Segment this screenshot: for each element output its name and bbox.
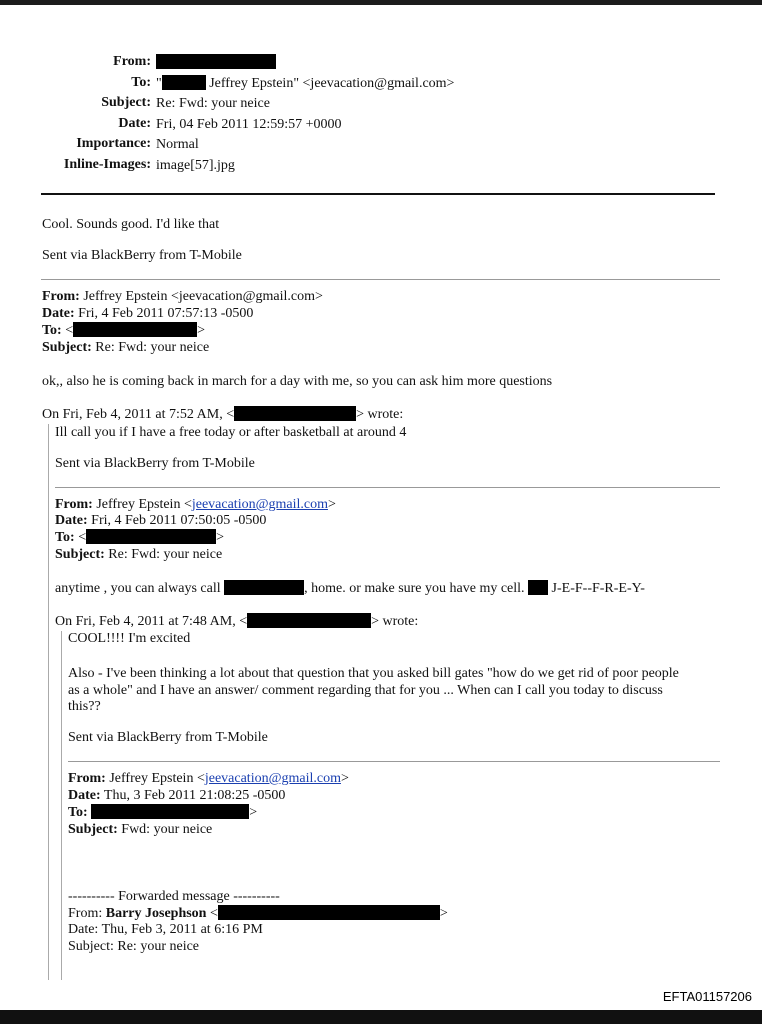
redaction-block	[91, 804, 249, 819]
msg3-quote-para-line1: Also - I've been thinking a lot about that question that you asked bill gates "how do we get rid of poor people	[68, 666, 679, 681]
msg3-body: anytime , you can always call , home. or make sure you have my cell. J-E-F--F-R-E-Y-	[55, 581, 645, 596]
msg1-body: Cool. Sounds good. I'd like that	[42, 217, 220, 232]
header-subject-label: Subject:	[101, 95, 151, 110]
msg4-subject: Subject: Fwd: your neice	[68, 822, 213, 837]
msg2-wrote-line: On Fri, Feb 4, 2011 at 7:52 AM, < > wrote:	[42, 407, 404, 422]
msg2-date: Date: Fri, 4 Feb 2011 07:57:13 -0500	[42, 306, 254, 321]
quote-bar-1	[48, 424, 49, 980]
msg2-signature: Sent via BlackBerry from T-Mobile	[55, 456, 255, 471]
redaction-block	[73, 322, 197, 337]
header-from-value	[156, 54, 276, 71]
header-date-value: Fri, 04 Feb 2011 12:59:57 +0000	[156, 117, 342, 132]
msg3-signature: Sent via BlackBerry from T-Mobile	[68, 730, 268, 745]
header-divider	[41, 193, 715, 195]
msg4-from: From: Jeffrey Epstein <jeevacation@gmail.com>	[68, 771, 349, 786]
msg2-divider	[41, 279, 720, 280]
redaction-block	[247, 613, 371, 628]
header-to-value: " Jeffrey Epstein" <jeevacation@gmail.com>	[156, 76, 455, 91]
msg2-subject: Subject: Re: Fwd: your neice	[42, 340, 210, 355]
msg4-divider	[68, 761, 720, 762]
redaction-block	[156, 54, 276, 69]
msg4-date: Date: Thu, 3 Feb 2011 21:08:25 -0500	[68, 788, 286, 803]
msg3-date: Date: Fri, 4 Feb 2011 07:50:05 -0500	[55, 513, 267, 528]
header-from-label: From:	[113, 54, 151, 69]
header-date-label: Date:	[118, 116, 151, 131]
redaction-block	[162, 75, 206, 90]
fwd-subject: Subject: Re: your neice	[68, 939, 200, 954]
msg3-quote-line1: COOL!!!! I'm excited	[68, 631, 191, 646]
msg2-body: ok,, also he is coming back in march for a day with me, so you can ask him more questions	[42, 374, 553, 389]
redaction-block	[528, 580, 548, 595]
header-importance-value: Normal	[156, 137, 199, 152]
header-to-label: To:	[131, 75, 151, 90]
document-identifier: EFTA01157206	[662, 989, 752, 1004]
quote-bar-2	[61, 631, 62, 980]
bottom-border	[0, 1010, 762, 1024]
msg3-quote-para-line2: as a whole" and I have an answer/ comment regarding that for you ... When can I call you today to discuss	[68, 683, 663, 698]
msg3-email-link[interactable]: jeevacation@gmail.com	[191, 497, 328, 512]
fwd-date: Date: Thu, Feb 3, 2011 at 6:16 PM	[68, 922, 263, 937]
msg2-from: From: Jeffrey Epstein <jeevacation@gmail.com>	[42, 289, 323, 304]
redaction-block	[218, 905, 440, 920]
msg3-from: From: Jeffrey Epstein <jeevacation@gmail.com>	[55, 497, 336, 512]
redaction-block	[86, 529, 216, 544]
msg4-to: To: >	[68, 805, 258, 820]
msg1-signature: Sent via BlackBerry from T-Mobile	[42, 248, 242, 263]
header-inline-images-value: image[57].jpg	[156, 158, 235, 173]
msg2-quote: Ill call you if I have a free today or after basketball at around 4	[55, 425, 407, 440]
msg3-subject: Subject: Re: Fwd: your neice	[55, 547, 223, 562]
msg4-email-link[interactable]: jeevacation@gmail.com	[204, 771, 341, 786]
msg3-wrote-line: On Fri, Feb 4, 2011 at 7:48 AM, < > wrote:	[55, 614, 419, 629]
top-border	[0, 0, 762, 5]
msg2-to: To: < >	[42, 323, 206, 338]
fwd-marker: ---------- Forwarded message ----------	[68, 889, 280, 904]
redaction-block	[234, 406, 356, 421]
msg3-quote-para-line3: this??	[68, 699, 101, 714]
msg3-to: To: < >	[55, 530, 225, 545]
msg3-divider	[55, 487, 720, 488]
fwd-from: From: Barry Josephson < >	[68, 906, 448, 921]
redaction-block	[224, 580, 304, 595]
header-subject-value: Re: Fwd: your neice	[156, 96, 270, 111]
header-inline-images-label: Inline-Images:	[63, 157, 151, 172]
header-importance-label: Importance:	[76, 136, 151, 151]
